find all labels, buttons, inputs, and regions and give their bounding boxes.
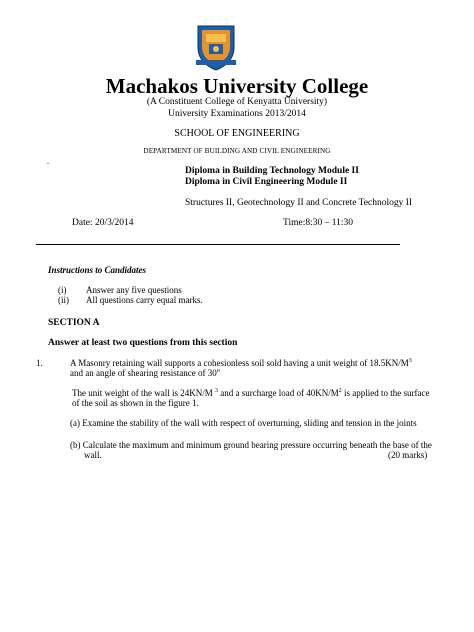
instruction-number: (ii) (58, 295, 69, 305)
question-number: 1. (36, 358, 43, 368)
instruction-number: (i) (58, 285, 67, 295)
question-paragraph-line: The unit weight of the wall is 24KN/M $^3$ and a surcharge load of $40KN/M^2$ is applied to the surface (72, 388, 430, 398)
section-subtitle: Answer at least two questions from this section (48, 338, 238, 348)
stray-dot: . (47, 157, 49, 166)
question-part-a: (a) Examine the stability of the wall with respect of overturning, sliding and tension in the joints (70, 418, 417, 428)
marks-allocation: (20 marks) (388, 450, 428, 460)
subjects-line: Structures II, Geotechnology II and Concrete Technology II (185, 198, 413, 208)
university-title: Machakos University College (105, 74, 369, 98)
school-name: SCHOOL OF ENGINEERING (174, 128, 300, 139)
header-divider (36, 244, 400, 245)
university-crest-logo (194, 22, 238, 72)
instructions-heading: Instructions to Candidates (48, 265, 147, 275)
question-part-b-continuation: wall. (84, 450, 102, 460)
diploma-civil: Diploma in Civil Engineering Module II (185, 177, 348, 187)
question-part-b: (b) Calculate the maximum and minimum ground bearing pressure occurring beneath the base of the (70, 440, 432, 450)
instruction-text: All questions carry equal marks. (86, 295, 203, 305)
instruction-text: Answer any five questions (86, 285, 182, 295)
question-text-line: A Masonry retaining wall supports a cohesionless soil sold having a unit weight of $18.5KN/M^3$ (70, 358, 412, 368)
diploma-building: Diploma in Building Technology Module II (185, 166, 359, 176)
section-title: SECTION A (48, 318, 100, 328)
exam-time: Time:8:30 – 11:30 (283, 218, 354, 228)
question-text-line: and an angle of shearing resistance of 30$^o$ (70, 368, 220, 378)
question-paragraph-line: of the soil as shown in the figure 1. (72, 398, 199, 408)
department-name: DEPARTMENT OF BUILDING AND CIVIL ENGINEERING (143, 147, 331, 155)
exam-session: University Examinations 2013/2014 (168, 109, 306, 119)
constituent-note: (A Constituent College of Kenyatta University) (146, 97, 328, 107)
exam-date: Date: 20/3/2014 (72, 218, 134, 228)
